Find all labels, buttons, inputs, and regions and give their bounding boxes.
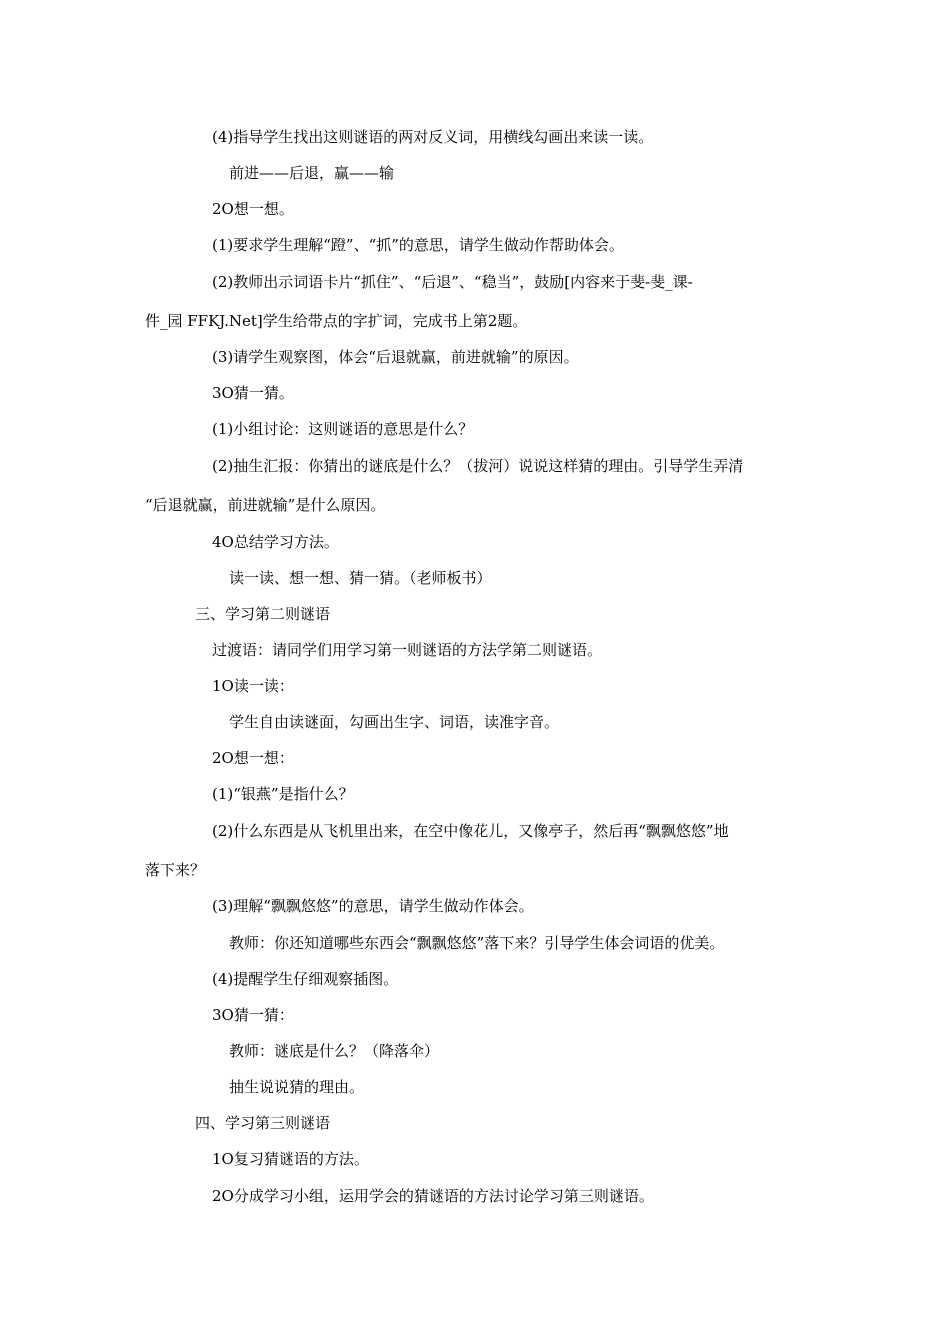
text-line: (4)指导学生找出这则谜语的两对反义词，用横线勾画出来读一读。 <box>212 128 654 146</box>
text-line: 1O复习猜谜语的方法。 <box>212 1150 369 1168</box>
text-line: 1O读一读： <box>212 677 294 695</box>
section-heading: 四、学习第三则谜语 <box>195 1114 331 1132</box>
text-line: 读一读、想一想、猜一猜。（老师板书） <box>229 569 492 587</box>
text-line: (1)小组讨论：这则谜语的意思是什么？ <box>212 420 474 438</box>
text-line: 2O想一想。 <box>212 200 294 218</box>
text-line: (2)抽生汇报：你猜出的谜底是什么？（拔河）说说这样猜的理由。引导学生弄清 <box>212 457 744 475</box>
text-line: 过渡语：请同学们用学习第一则谜语的方法学第二则谜语。 <box>212 641 603 659</box>
text-line: 抽生说说猜的理由。 <box>229 1078 365 1096</box>
text-line: 教师：你还知道哪些东西会“飘飘悠悠”落下来？引导学生体会词语的优美。 <box>229 934 725 952</box>
text-line: (2)教师出示词语卡片“抓住”、“后退”、“稳当”，鼓励[内容来于斐-斐_课- <box>212 273 693 291</box>
text-line: 教师：谜底是什么？（降落伞） <box>229 1042 440 1060</box>
text-line: 4O总结学习方法。 <box>212 533 339 551</box>
text-line: 2O想一想： <box>212 749 294 767</box>
text-line: (4)提醒学生仔细观察插图。 <box>212 970 399 988</box>
text-line: “后退就赢，前进就输”是什么原因。 <box>145 496 386 514</box>
text-line: (2)什么东西是从飞机里出来，在空中像花儿，又像亭子，然后再“飘飘悠悠”地 <box>212 822 729 840</box>
text-line: (1)要求学生理解“蹬”、“抓”的意思，请学生做动作帮助体会。 <box>212 236 624 254</box>
text-line: 件_园 FFKJ.Net]学生给带点的字扩词，完成书上第2题。 <box>145 312 528 330</box>
text-line: 落下来？ <box>145 861 206 879</box>
text-line: (3)理解“飘飘悠悠”的意思，请学生做动作体会。 <box>212 897 534 915</box>
text-line: (3)请学生观察图，体会“后退就赢，前进就输”的原因。 <box>212 348 579 366</box>
text-line: (1)“银燕”是指什么？ <box>212 785 354 803</box>
text-line: 3O猜一猜。 <box>212 384 294 402</box>
text-line: 2O分成学习小组，运用学会的猜谜语的方法讨论学习第三则谜语。 <box>212 1187 654 1205</box>
text-line: 3O猜一猜： <box>212 1006 294 1024</box>
text-line: 学生自由读谜面，勾画出生字、词语，读准字音。 <box>229 713 560 731</box>
section-heading: 三、学习第二则谜语 <box>195 605 331 623</box>
text-line: 前进——后退，赢——输 <box>229 164 395 182</box>
